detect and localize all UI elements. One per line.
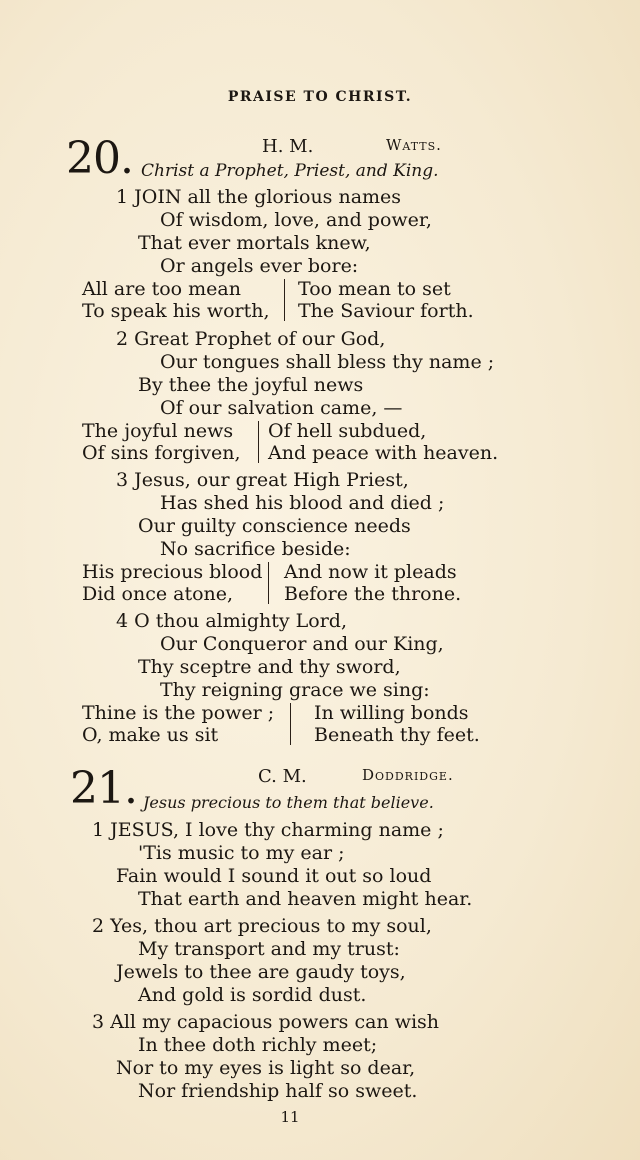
verse-line-right: Before the throne. (284, 583, 462, 605)
column-divider (284, 279, 285, 321)
verse-line: Nor friendship half so sweet. (138, 1080, 418, 1102)
hymn-meter: C. M. (258, 766, 307, 787)
verse-line: Jewels to thee are gaudy toys, (116, 961, 406, 983)
verse-line-right: Of hell subdued, (268, 420, 427, 442)
verse-line: Of wisdom, love, and power, (160, 209, 432, 231)
verse-line-left: The joyful news (82, 420, 234, 442)
verse-line: Of our salvation came, — (160, 397, 403, 419)
verse-line-left: Of sins forgiven, (82, 442, 241, 464)
verse-line: Fain would I sound it out so loud (116, 865, 432, 887)
verse-line: Or angels ever bore: (160, 255, 359, 277)
verse-line-left: Did once atone, (82, 583, 234, 605)
verse-line: Thy sceptre and thy sword, (138, 656, 401, 678)
verse-line-right: The Saviour forth. (298, 300, 474, 322)
verse-line-left: Thine is the power ; (82, 702, 275, 724)
page-number: 11 (280, 1108, 300, 1126)
running-head: PRAISE TO CHRIST. (227, 89, 413, 105)
verse-line-right: In willing bonds (314, 702, 469, 724)
verse-line-right: And peace with heaven. (268, 442, 499, 464)
verse-line-left: To speak his worth, (82, 300, 270, 322)
verse-line: In thee doth richly meet; (138, 1034, 378, 1056)
hymn-number: 21. (70, 763, 137, 814)
verse-line: 4 O thou almighty Lord, (116, 610, 347, 632)
column-divider (258, 421, 259, 463)
verse-line-right: Beneath thy feet. (314, 724, 480, 746)
verse-line: 2 Great Prophet of our God, (116, 328, 386, 350)
verse-line: That earth and heaven might hear. (138, 888, 473, 910)
verse-line: 'Tis music to my ear ; (138, 842, 345, 864)
verse-line: 1 JESUS, I love thy charming name ; (92, 819, 444, 841)
hymn-subtitle: Jesus precious to them that believe. (143, 793, 434, 812)
verse-line: And gold is sordid dust. (138, 984, 367, 1006)
verse-line-right: Too mean to set (298, 278, 451, 300)
verse-line: 3 All my capacious powers can wish (92, 1011, 440, 1033)
hymn-author: Doddridge. (362, 766, 454, 784)
verse-line-left: All are too mean (82, 278, 241, 300)
verse-line: Our guilty conscience needs (138, 515, 411, 537)
verse-line: That ever mortals knew, (138, 232, 371, 254)
verse-line-left: O, make us sit (82, 724, 219, 746)
verse-line: Our tongues shall bless thy name ; (160, 351, 495, 373)
hymn-subtitle: Christ a Prophet, Priest, and King. (141, 161, 439, 181)
hymn-author: Watts. (386, 136, 442, 154)
verse-line-right: And now it pleads (284, 561, 457, 583)
verse-line: Our Conqueror and our King, (160, 633, 444, 655)
verse-line: Thy reigning grace we sing: (160, 679, 430, 701)
verse-line: By thee the joyful news (138, 374, 364, 396)
verse-line: 3 Jesus, our great High Priest, (116, 469, 409, 491)
column-divider (290, 703, 291, 745)
verse-line: 1 JOIN all the glorious names (116, 186, 402, 208)
hymn-meter: H. M. (262, 136, 314, 157)
verse-line-left: His precious blood (82, 561, 263, 583)
column-divider (268, 562, 269, 604)
verse-line: My transport and my trust: (138, 938, 400, 960)
hymn-number: 20. (66, 133, 133, 184)
verse-line: Nor to my eyes is light so dear, (116, 1057, 416, 1079)
verse-line: No sacrifice beside: (160, 538, 351, 560)
verse-line: Has shed his blood and died ; (160, 492, 445, 514)
verse-line: 2 Yes, thou art precious to my soul, (92, 915, 432, 937)
